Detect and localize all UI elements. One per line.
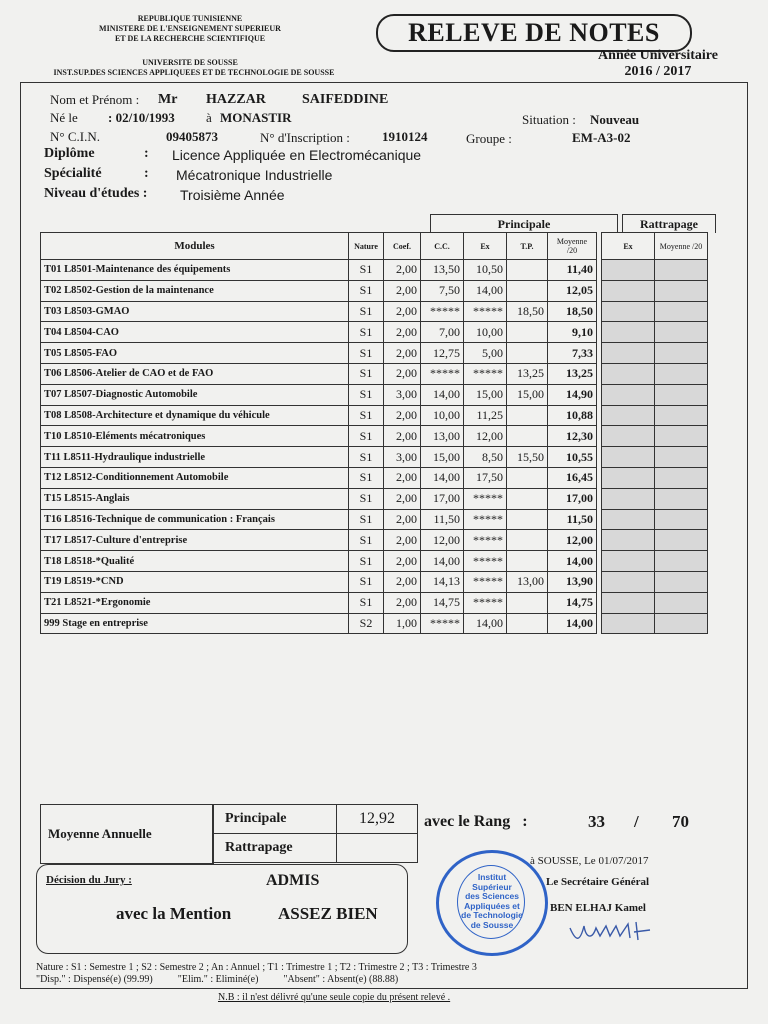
coef-cell: 2,00 xyxy=(384,551,421,572)
ex-cell: 10,50 xyxy=(464,260,507,281)
module-cell: 999 Stage en entreprise xyxy=(41,613,349,634)
nature-cell: S1 xyxy=(349,260,384,281)
signature-name: BEN ELHAJ Kamel xyxy=(550,902,646,914)
rat-ex-cell xyxy=(602,405,655,426)
tp-cell: 13,25 xyxy=(507,363,548,384)
rat-ex-cell xyxy=(602,467,655,488)
ex-cell: 10,00 xyxy=(464,322,507,343)
birth-place: MONASTIR xyxy=(220,110,292,125)
cc-cell: 14,13 xyxy=(421,571,464,592)
rattrapage-row xyxy=(213,834,418,863)
moyenne-cell: 14,75 xyxy=(548,592,597,613)
stamp-line: Supérieur xyxy=(472,881,512,892)
module-cell: T15 L8515-Anglais xyxy=(41,488,349,509)
module-cell: T02 L8502-Gestion de la maintenance xyxy=(41,280,349,301)
module-cell: T06 L8506-Atelier de CAO et de FAO xyxy=(41,363,349,384)
tp-cell xyxy=(507,343,548,364)
moyenne-cell: 13,25 xyxy=(548,363,597,384)
rattrapage-label: Rattrapage xyxy=(213,834,337,863)
grades-body xyxy=(41,260,708,634)
moyenne-cell: 12,30 xyxy=(548,426,597,447)
rat-ex-cell xyxy=(602,509,655,530)
table-row xyxy=(41,343,708,364)
cc-cell: 14,00 xyxy=(421,551,464,572)
coef-cell: 2,00 xyxy=(384,301,421,322)
cc-cell: 15,00 xyxy=(421,447,464,468)
tp-cell xyxy=(507,280,548,301)
table-row xyxy=(41,592,708,613)
cin-label: N° C.I.N. xyxy=(50,129,100,144)
coef-cell: 2,00 xyxy=(384,467,421,488)
tp-cell xyxy=(507,613,548,634)
rat-moyenne-cell xyxy=(655,551,708,572)
diplome-colon: : xyxy=(144,146,149,161)
principale-label: Principale xyxy=(213,805,337,834)
moyenne-cell: 9,10 xyxy=(548,322,597,343)
nature-cell: S1 xyxy=(349,509,384,530)
module-cell: T10 L8510-Eléments mécatroniques xyxy=(41,426,349,447)
nature-cell: S1 xyxy=(349,551,384,572)
nature-cell: S1 xyxy=(349,467,384,488)
coef-cell: 2,00 xyxy=(384,509,421,530)
moyenne-cell: 17,00 xyxy=(548,488,597,509)
rang-value: 33 xyxy=(588,812,605,831)
rat-moyenne-cell xyxy=(655,571,708,592)
col-coef: Coef. xyxy=(384,233,421,260)
stamp-line: Appliquées et xyxy=(464,900,520,911)
rat-moyenne-cell xyxy=(655,384,708,405)
rat-ex-cell xyxy=(602,280,655,301)
rattrapage-value xyxy=(337,834,418,863)
ex-cell: ***** xyxy=(464,488,507,509)
cc-cell: 17,00 xyxy=(421,488,464,509)
cc-cell: 10,00 xyxy=(421,405,464,426)
cc-cell: 12,00 xyxy=(421,530,464,551)
legend-nature: Nature : S1 : Semestre 1 ; S2 : Semestre 2 ; An : Annuel ; T1 : Trimestre 1 ; T2 : Trimestre 2 ; T3 : Trimestre 3 xyxy=(36,962,477,973)
rat-moyenne-cell xyxy=(655,405,708,426)
table-row xyxy=(41,467,708,488)
university-name: UNIVERSITE DE SOUSSE xyxy=(142,58,238,67)
tp-cell xyxy=(507,322,548,343)
diplome-value: Licence Appliquée en Electromécanique xyxy=(172,147,422,163)
nature-cell: S2 xyxy=(349,613,384,634)
rat-ex-cell xyxy=(602,571,655,592)
module-cell: T12 L8512-Conditionnement Automobile xyxy=(41,467,349,488)
table-row xyxy=(41,509,708,530)
moyenne-cell: 11,50 xyxy=(548,509,597,530)
module-cell: T04 L8504-CAO xyxy=(41,322,349,343)
ex-cell: ***** xyxy=(464,592,507,613)
nature-cell: S1 xyxy=(349,571,384,592)
coef-cell: 1,00 xyxy=(384,613,421,634)
cc-cell: 13,50 xyxy=(421,260,464,281)
ex-cell: ***** xyxy=(464,551,507,572)
moyenne-cell: 10,88 xyxy=(548,405,597,426)
coef-cell: 2,00 xyxy=(384,530,421,551)
cc-cell: 13,00 xyxy=(421,426,464,447)
table-row xyxy=(41,551,708,572)
rat-ex-cell xyxy=(602,384,655,405)
nature-cell: S1 xyxy=(349,488,384,509)
birth-label: Né le xyxy=(50,110,78,125)
ex-cell: 14,00 xyxy=(464,613,507,634)
module-cell: T05 L8505-FAO xyxy=(41,343,349,364)
decision-value: ADMIS xyxy=(266,872,320,889)
cin-value: 09405873 xyxy=(166,129,218,144)
tp-cell xyxy=(507,509,548,530)
rat-moyenne-cell xyxy=(655,613,708,634)
coef-cell: 2,00 xyxy=(384,571,421,592)
rat-moyenne-cell xyxy=(655,322,708,343)
ex-cell: 15,00 xyxy=(464,384,507,405)
col-cc: C.C. xyxy=(421,233,464,260)
moyenne-cell: 7,33 xyxy=(548,343,597,364)
rattrapage-group-header xyxy=(622,214,716,233)
inscription-value: 1910124 xyxy=(382,129,428,144)
table-row xyxy=(41,571,708,592)
col-nature: Nature xyxy=(349,233,384,260)
ex-cell: 8,50 xyxy=(464,447,507,468)
stamp-line: de Technologie xyxy=(461,910,523,920)
nature-cell: S1 xyxy=(349,405,384,426)
nature-cell: S1 xyxy=(349,280,384,301)
module-cell: T16 L8516-Technique de communication : Français xyxy=(41,509,349,530)
module-cell: T08 L8508-Architecture et dynamique du véhicule xyxy=(41,405,349,426)
rang-label: avec le Rang : xyxy=(424,813,528,830)
ex-cell: ***** xyxy=(464,571,507,592)
ex-cell: ***** xyxy=(464,530,507,551)
ex-cell: 11,25 xyxy=(464,405,507,426)
module-cell: T01 L8501-Maintenance des équipements xyxy=(41,260,349,281)
ministry-header xyxy=(60,14,320,44)
module-cell: T17 L8517-Culture d'entreprise xyxy=(41,530,349,551)
rat-moyenne-cell xyxy=(655,447,708,468)
cc-cell: 11,50 xyxy=(421,509,464,530)
rat-ex-cell xyxy=(602,488,655,509)
ex-cell: 17,50 xyxy=(464,467,507,488)
nature-cell: S1 xyxy=(349,447,384,468)
coef-cell: 2,00 xyxy=(384,488,421,509)
tp-cell xyxy=(507,488,548,509)
academic-year-value: 2016 / 2017 xyxy=(624,64,692,79)
table-row xyxy=(41,488,708,509)
table-row xyxy=(41,405,708,426)
stamp-line: des Sciences xyxy=(465,891,519,901)
module-cell: T11 L8511-Hydraulique industrielle xyxy=(41,447,349,468)
document-title: RELEVE DE NOTES xyxy=(376,14,692,52)
rat-ex-cell xyxy=(602,322,655,343)
principale-group-label: Principale xyxy=(497,217,551,231)
coef-cell: 2,00 xyxy=(384,405,421,426)
tp-cell xyxy=(507,426,548,447)
moyenne-cell: 13,90 xyxy=(548,571,597,592)
rat-ex-cell xyxy=(602,363,655,384)
col-ex: Ex xyxy=(464,233,507,260)
table-row xyxy=(41,426,708,447)
rat-moyenne-cell xyxy=(655,509,708,530)
cc-cell: ***** xyxy=(421,363,464,384)
tp-cell xyxy=(507,592,548,613)
cc-cell: ***** xyxy=(421,301,464,322)
rat-moyenne-cell xyxy=(655,488,708,509)
tp-cell xyxy=(507,551,548,572)
coef-cell: 2,00 xyxy=(384,280,421,301)
tp-cell: 13,00 xyxy=(507,571,548,592)
table-row xyxy=(41,260,708,281)
col-rat-ex: Ex xyxy=(602,233,655,260)
specialite-value: Mécatronique Industrielle xyxy=(176,167,333,183)
cc-cell: 12,75 xyxy=(421,343,464,364)
mention-value: ASSEZ BIEN xyxy=(278,904,378,923)
moyenne-cell: 12,00 xyxy=(548,530,597,551)
grades-table xyxy=(40,232,708,634)
birth-date: : 02/10/1993 xyxy=(108,110,175,125)
situation-label: Situation : xyxy=(522,112,576,127)
rattrapage-group-label: Rattrapage xyxy=(640,217,698,231)
ex-cell: 14,00 xyxy=(464,280,507,301)
cc-cell: 7,50 xyxy=(421,280,464,301)
nature-cell: S1 xyxy=(349,592,384,613)
module-cell: T18 L8518-*Qualité xyxy=(41,551,349,572)
moyenne-cell: 18,50 xyxy=(548,301,597,322)
rat-moyenne-cell xyxy=(655,363,708,384)
module-cell: T19 L8519-*CND xyxy=(41,571,349,592)
moyenne-cell: 10,55 xyxy=(548,447,597,468)
cc-cell: 7,00 xyxy=(421,322,464,343)
coef-cell: 2,00 xyxy=(384,426,421,447)
rat-ex-cell xyxy=(602,426,655,447)
ex-cell: 12,00 xyxy=(464,426,507,447)
table-row xyxy=(41,447,708,468)
name-label: Nom et Prénom : xyxy=(50,92,140,107)
birth-at: à xyxy=(206,110,212,125)
coef-cell: 2,00 xyxy=(384,343,421,364)
table-row xyxy=(41,301,708,322)
institute-name: INST.SUP.DES SCIENCES APPLIQUEES ET DE TECHNOLOGIE DE SOUSSE xyxy=(53,68,335,77)
rat-ex-cell xyxy=(602,592,655,613)
academic-year-label: Année Universitaire xyxy=(598,48,718,63)
coef-cell: 2,00 xyxy=(384,592,421,613)
ex-cell: ***** xyxy=(464,301,507,322)
col-tp: T.P. xyxy=(507,233,548,260)
legend-codes: "Disp." : Dispensé(e) (99.99) "Elim." : Eliminé(e) "Absent" : Absent(e) (88.88) xyxy=(36,974,399,985)
table-header-row xyxy=(41,233,708,260)
nature-cell: S1 xyxy=(349,426,384,447)
mention-label: avec la Mention xyxy=(116,904,232,923)
specialite-colon: : xyxy=(144,166,149,181)
stamp-line: de Sousse xyxy=(470,919,514,930)
nature-cell: S1 xyxy=(349,343,384,364)
ministry-line: ET DE LA RECHERCHE SCIENTIFIQUE xyxy=(114,34,266,43)
moyenne-cell: 12,05 xyxy=(548,280,597,301)
nature-cell: S1 xyxy=(349,530,384,551)
ex-cell: ***** xyxy=(464,363,507,384)
tp-cell xyxy=(507,405,548,426)
col-moyenne: Moyenne /20 xyxy=(548,233,597,260)
moyenne-table xyxy=(212,804,418,863)
cc-cell: 14,00 xyxy=(421,384,464,405)
ministry-line: REPUBLIQUE TUNISIENNE xyxy=(137,14,243,23)
rat-ex-cell xyxy=(602,447,655,468)
module-cell: T21 L8521-*Ergonomie xyxy=(41,592,349,613)
rat-ex-cell xyxy=(602,301,655,322)
ex-cell: ***** xyxy=(464,509,507,530)
specialite-label: Spécialité xyxy=(44,166,102,181)
niveau-label: Niveau d'études : xyxy=(44,186,148,201)
tp-cell: 15,00 xyxy=(507,384,548,405)
rat-moyenne-cell xyxy=(655,280,708,301)
student-first-name: SAIFEDDINE xyxy=(302,92,389,107)
stamp-line: Institut xyxy=(477,872,507,882)
nature-cell: S1 xyxy=(349,363,384,384)
coef-cell: 2,00 xyxy=(384,363,421,384)
moyenne-cell: 11,40 xyxy=(548,260,597,281)
tp-cell xyxy=(507,467,548,488)
principale-row xyxy=(213,805,418,834)
ex-cell: 5,00 xyxy=(464,343,507,364)
table-row xyxy=(41,613,708,634)
principale-value: 12,92 xyxy=(337,805,418,834)
moyenne-cell: 14,00 xyxy=(548,613,597,634)
diplome-label: Diplôme xyxy=(44,146,95,161)
principale-group-header xyxy=(430,214,618,233)
rang-total: 70 xyxy=(672,812,689,831)
table-row xyxy=(41,280,708,301)
rat-ex-cell xyxy=(602,551,655,572)
rat-moyenne-cell xyxy=(655,301,708,322)
table-row xyxy=(41,322,708,343)
rat-ex-cell xyxy=(602,613,655,634)
niveau-value: Troisième Année xyxy=(180,187,285,203)
situation-value: Nouveau xyxy=(590,112,640,127)
tp-cell: 15,50 xyxy=(507,447,548,468)
coef-cell: 3,00 xyxy=(384,384,421,405)
coef-cell: 3,00 xyxy=(384,447,421,468)
rat-moyenne-cell xyxy=(655,592,708,613)
rat-ex-cell xyxy=(602,343,655,364)
col-modules: Modules xyxy=(41,233,349,260)
tp-cell xyxy=(507,530,548,551)
module-cell: T07 L8507-Diagnostic Automobile xyxy=(41,384,349,405)
nature-cell: S1 xyxy=(349,322,384,343)
decision-label: Décision du Jury : xyxy=(46,874,132,886)
handwritten-signature xyxy=(566,912,666,946)
tp-cell xyxy=(507,260,548,281)
signature-place-date: à SOUSSE, Le 01/07/2017 xyxy=(530,855,649,867)
moyenne-cell: 16,45 xyxy=(548,467,597,488)
student-last-name: HAZZAR xyxy=(206,92,266,107)
signature-role: Le Secrétaire Général xyxy=(546,876,650,888)
col-rat-moyenne: Moyenne /20 xyxy=(655,233,708,260)
inscription-label: N° d'Inscription : xyxy=(260,130,350,145)
table-row xyxy=(41,384,708,405)
coef-cell: 2,00 xyxy=(384,322,421,343)
group-label: Groupe : xyxy=(466,131,512,146)
nb-note: N.B : il n'est délivré qu'une seule copie du présent relevé . xyxy=(218,992,451,1003)
rat-ex-cell xyxy=(602,260,655,281)
module-cell: T03 L8503-GMAO xyxy=(41,301,349,322)
table-row xyxy=(41,363,708,384)
rat-moyenne-cell xyxy=(655,343,708,364)
student-title: Mr xyxy=(158,92,178,107)
rang-separator: / xyxy=(634,812,639,831)
cc-cell: 14,75 xyxy=(421,592,464,613)
rat-moyenne-cell xyxy=(655,467,708,488)
moyenne-cell: 14,90 xyxy=(548,384,597,405)
ministry-line: MINISTERE DE L'ENSEIGNEMENT SUPERIEUR xyxy=(99,24,281,33)
coef-cell: 2,00 xyxy=(384,260,421,281)
cc-cell: 14,00 xyxy=(421,467,464,488)
nature-cell: S1 xyxy=(349,384,384,405)
moyenne-cell: 14,00 xyxy=(548,551,597,572)
rat-ex-cell xyxy=(602,530,655,551)
table-row xyxy=(41,530,708,551)
moyenne-annuelle-label: Moyenne Annuelle xyxy=(48,826,152,841)
rat-moyenne-cell xyxy=(655,260,708,281)
rat-moyenne-cell xyxy=(655,530,708,551)
rat-moyenne-cell xyxy=(655,426,708,447)
tp-cell: 18,50 xyxy=(507,301,548,322)
group-value: EM-A3-02 xyxy=(572,130,631,145)
cc-cell: ***** xyxy=(421,613,464,634)
nature-cell: S1 xyxy=(349,301,384,322)
